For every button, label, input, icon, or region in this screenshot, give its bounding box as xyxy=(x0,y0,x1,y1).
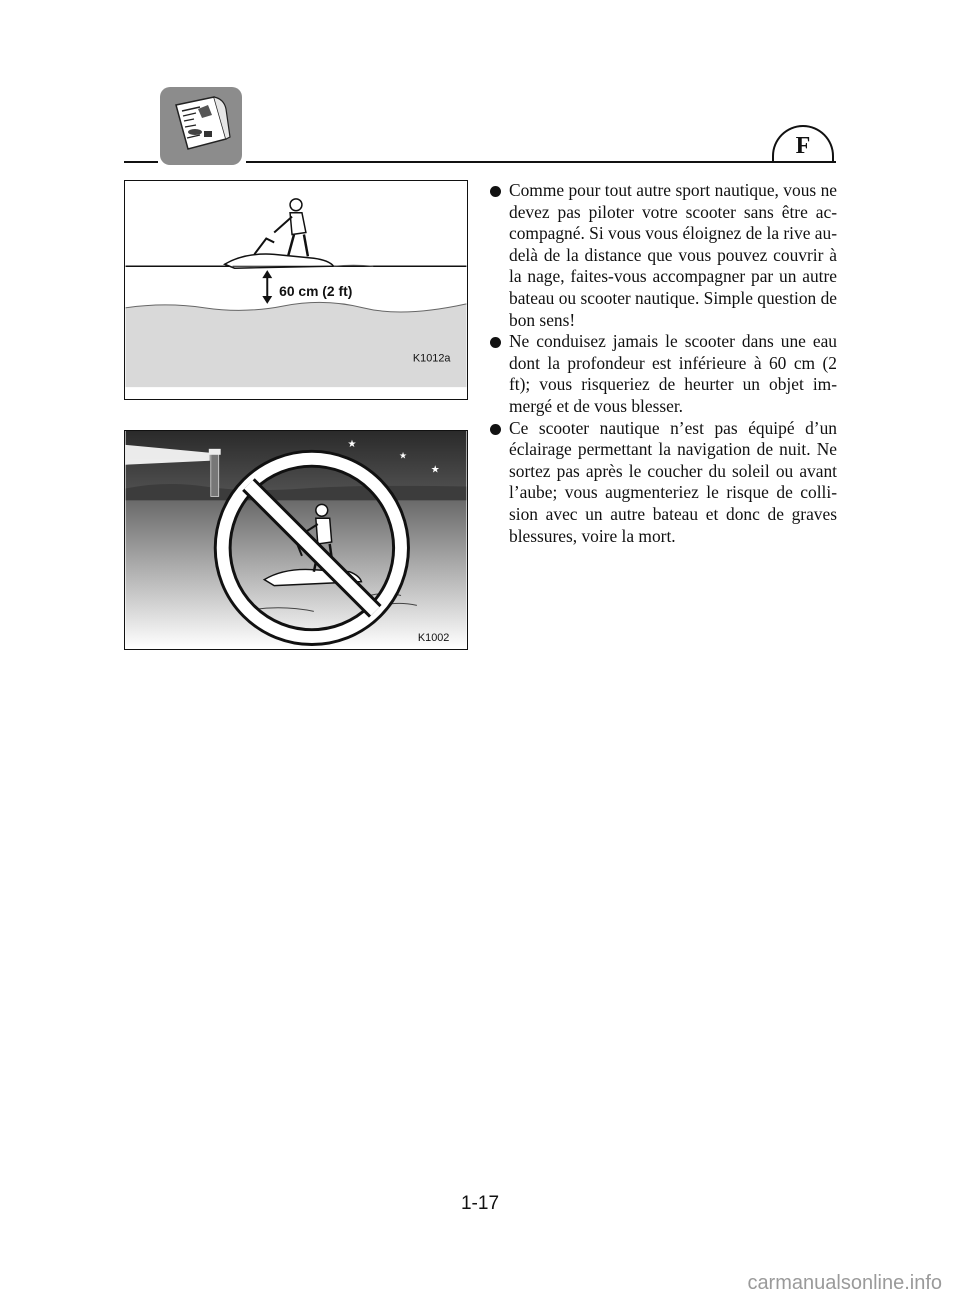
figure-shallow-water xyxy=(124,180,468,400)
safety-text-column xyxy=(489,180,837,547)
language-badge: F xyxy=(772,125,834,161)
header-rule-left xyxy=(124,161,158,163)
figure-night-riding xyxy=(124,430,468,650)
list-item xyxy=(489,418,837,548)
figure-code: K1012a xyxy=(412,352,451,365)
bullet-icon xyxy=(490,337,501,348)
svg-text:★: ★ xyxy=(399,450,408,461)
watermark-text: carmanualsonline.info xyxy=(747,1272,942,1294)
list-item-text: Ne conduisez jamais le scooter dans une eau dont la profondeur est inférieure à 60 cm (2 ft); vous risqueriez de heurter un objet immergé et de vous blesser. xyxy=(509,331,837,416)
header-rule-right xyxy=(246,161,836,163)
list-item-text: Comme pour tout autre sport nautique, vous ne devez pas piloter votre scooter sans être accompagné. Si vous vous éloignez de la rive au-delà de la distance que vous pouvez couvrir à la nage, faites-vous accompagner par un autre bateau ou scooter nautique. Simple question de bon sens! xyxy=(509,180,837,330)
night-riding-illustration xyxy=(125,431,467,649)
bullet-icon xyxy=(490,186,501,197)
depth-label: 60 cm (2 ft) xyxy=(279,282,353,299)
shallow-water-illustration xyxy=(125,181,467,399)
figure-code: K1002 xyxy=(417,632,450,645)
svg-text:★: ★ xyxy=(347,438,357,450)
svg-text:★: ★ xyxy=(430,464,440,476)
list-item xyxy=(489,331,837,417)
bullet-icon xyxy=(490,424,501,435)
page-number: 1-17 xyxy=(460,1193,500,1214)
list-item xyxy=(489,180,837,331)
list-item-text: Ce scooter nautique n’est pas équipé d’un éclairage permettant la navigation de nuit. Ne sortez pas après le coucher du soleil ou avant l’aube; vous augmenteriez le risque de collision avec un autre bateau et donc de graves blessures, voire la mort. xyxy=(509,417,837,546)
manual-book-icon xyxy=(160,87,242,165)
